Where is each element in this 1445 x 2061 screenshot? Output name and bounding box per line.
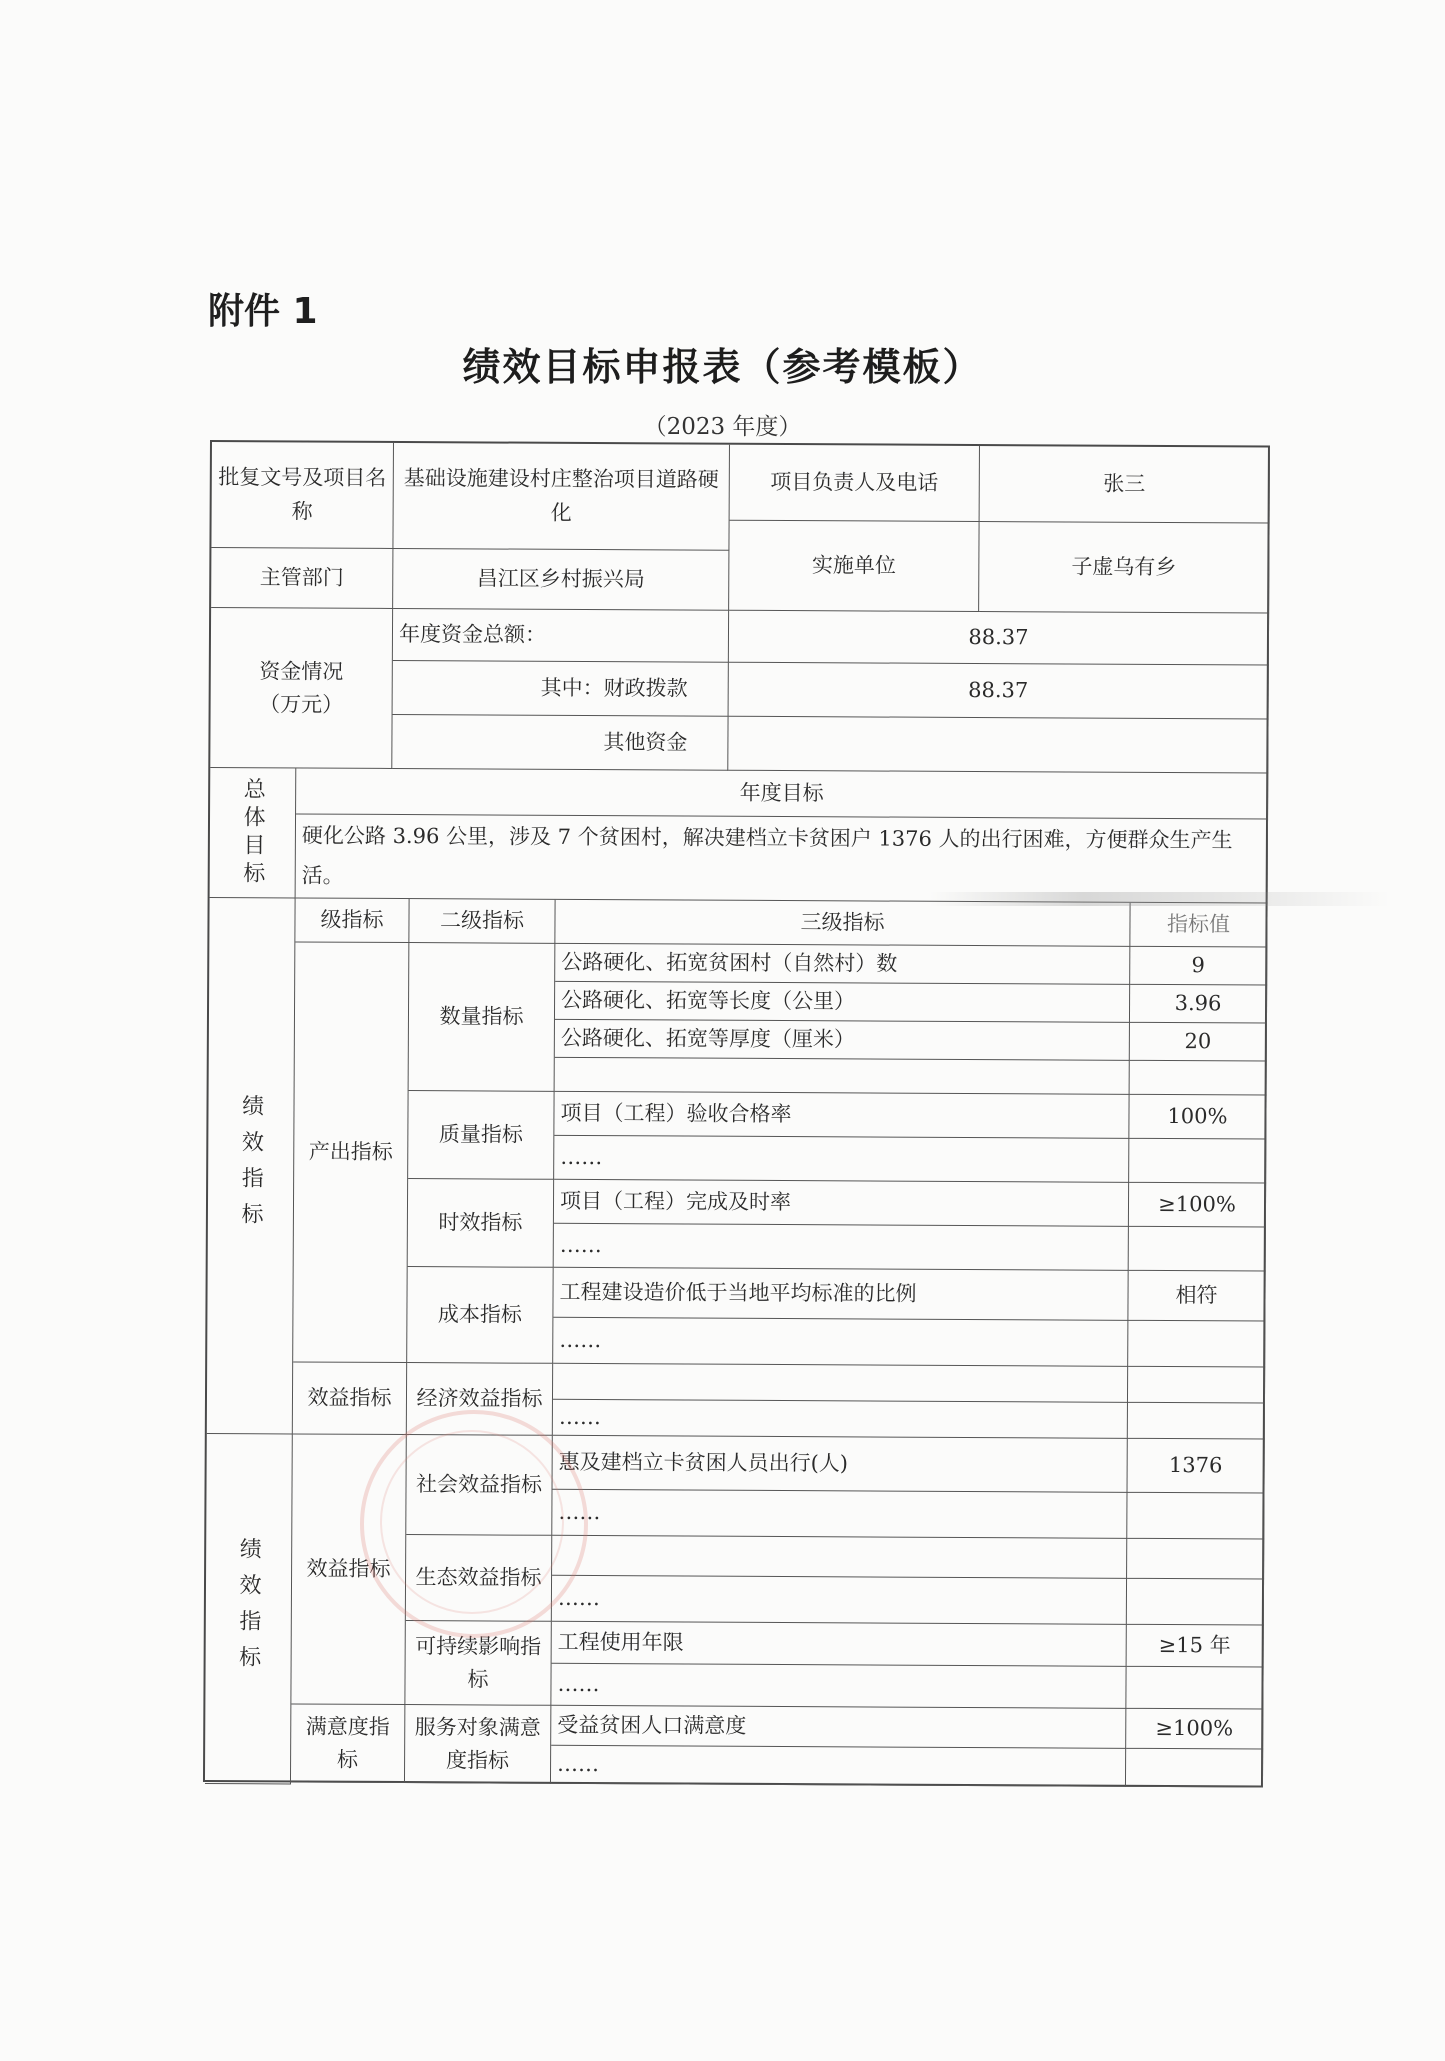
overall-label: 总体目标 — [210, 768, 297, 898]
attachment-label: 附件 1 — [208, 291, 318, 332]
scan-smudge — [930, 892, 1390, 906]
eco-dots-value — [1127, 1579, 1264, 1626]
funds-label: 资金情况 — [259, 659, 344, 684]
econ-empty — [553, 1364, 1128, 1403]
eco-dots: …… — [552, 1576, 1127, 1625]
funds-other-label: 其他资金 — [392, 715, 728, 771]
s-dots: …… — [552, 1490, 1127, 1539]
c1-value: 相符 — [1128, 1271, 1265, 1322]
performance-table — [203, 440, 1270, 1788]
eco-empty — [552, 1536, 1127, 1579]
funds-other-value — [728, 717, 1268, 774]
dept-value: 昌江区乡村振兴局 — [393, 549, 729, 611]
funds-total-label: 年度资金总额： — [393, 609, 729, 663]
quality-label: 质量指标 — [408, 1091, 554, 1180]
output-label: 产出指标 — [293, 942, 409, 1363]
benefit-label-2: 效益指标 — [291, 1434, 406, 1705]
sa-dots: …… — [551, 1746, 1126, 1787]
funds-fiscal-value: 88.37 — [729, 663, 1269, 720]
q2-name: 公路硬化、拓宽等长度（公里） — [555, 982, 1130, 1023]
leader-label: 项目负责人及电话 — [730, 445, 980, 522]
q3-value: 20 — [1130, 1023, 1267, 1062]
service-label: 服务对象满意度指标 — [405, 1705, 551, 1784]
ql-empty-value — [1129, 1139, 1266, 1184]
official-seal-inner — [380, 1430, 564, 1614]
su-empty-value — [1126, 1667, 1263, 1710]
dept-label: 主管部门 — [211, 548, 393, 609]
q2-value: 3.96 — [1130, 985, 1267, 1024]
econ-label: 经济效益指标 — [407, 1363, 553, 1436]
impl-label: 实施单位 — [729, 521, 979, 612]
c-dots: …… — [553, 1318, 1128, 1367]
col-level3: 三级指标 — [555, 900, 1130, 947]
annual-goal-label: 年度目标 — [296, 768, 1268, 819]
social-label: 社会效益指标 — [406, 1435, 553, 1536]
t1-name: 项目（工程）完成及时率 — [554, 1180, 1129, 1227]
q-empty — [555, 1058, 1130, 1095]
overall-goal-text: 硬化公路 3.96 公里，涉及 7 个贫困村，解决建档立卡贫困户 1376 人的出行困难，方便群众生产生活。 — [296, 814, 1268, 903]
satisfaction-label: 满意度指标 — [291, 1704, 405, 1783]
perf-indicators-label-2: 绩效指标 — [205, 1434, 293, 1784]
perf-indicators-label-1: 绩效指标 — [207, 898, 296, 1434]
ql-dots: …… — [554, 1136, 1129, 1183]
c1-name: 工程建设造价低于当地平均标准的比例 — [553, 1268, 1128, 1321]
funds-total-value: 88.37 — [729, 611, 1269, 666]
project-name: 基础设施建设村庄整治项目道路硬化 — [393, 443, 730, 551]
quantity-label: 数量指标 — [409, 943, 556, 1092]
funds-unit: （万元） — [259, 691, 344, 717]
su1-name: 工程使用年限 — [552, 1622, 1127, 1667]
t1-value: ≥100% — [1129, 1183, 1266, 1228]
sa1-name: 受益贫困人口满意度 — [551, 1706, 1126, 1749]
approval-label: 批复文号及项目名称 — [211, 442, 394, 549]
sa1-value: ≥100% — [1126, 1709, 1263, 1750]
s-empty-value — [1127, 1493, 1264, 1540]
econ-dots-value — [1128, 1403, 1265, 1440]
econ-dots: …… — [553, 1400, 1128, 1439]
t-empty-value — [1129, 1227, 1266, 1272]
col-level1: 级指标 — [295, 898, 409, 943]
su1-value: ≥15 年 — [1127, 1625, 1264, 1668]
ql1-value: 100% — [1129, 1095, 1266, 1140]
funds-fiscal-label: 其中：财政拨款 — [393, 661, 729, 717]
s1-name: 惠及建档立卡贫困人员出行(人) — [553, 1436, 1128, 1493]
impl-value: 子虚乌有乡 — [979, 522, 1269, 614]
benefit-label-1: 效益指标 — [293, 1362, 407, 1435]
col-value: 指标值 — [1130, 903, 1267, 948]
eco-label: 生态效益指标 — [406, 1535, 552, 1622]
funds-label-cell — [210, 608, 393, 769]
eco-empty-value — [1127, 1539, 1264, 1580]
sa-empty-value — [1126, 1749, 1263, 1788]
col-level2: 二级指标 — [409, 899, 555, 944]
cost-label: 成本指标 — [407, 1267, 554, 1364]
s1-value: 1376 — [1128, 1439, 1265, 1494]
sustain-label: 可持续影响指标 — [405, 1621, 551, 1706]
q1-name: 公路硬化、拓宽贫困村（自然村）数 — [555, 944, 1130, 985]
su-dots: …… — [551, 1664, 1126, 1709]
year-label: （2023 年度） — [643, 414, 802, 440]
ql1-name: 项目（工程）验收合格率 — [554, 1092, 1129, 1139]
leader-value: 张三 — [980, 446, 1270, 524]
page-title: 绩效目标申报表（参考模板） — [462, 345, 983, 389]
t-dots: …… — [554, 1224, 1129, 1271]
q3-name: 公路硬化、拓宽等厚度（厘米） — [555, 1020, 1130, 1061]
timeliness-label: 时效指标 — [408, 1179, 554, 1268]
c-empty-value — [1128, 1321, 1265, 1368]
q-empty-value — [1130, 1061, 1267, 1096]
q1-value: 9 — [1130, 947, 1267, 986]
econ-empty-value — [1128, 1367, 1265, 1404]
